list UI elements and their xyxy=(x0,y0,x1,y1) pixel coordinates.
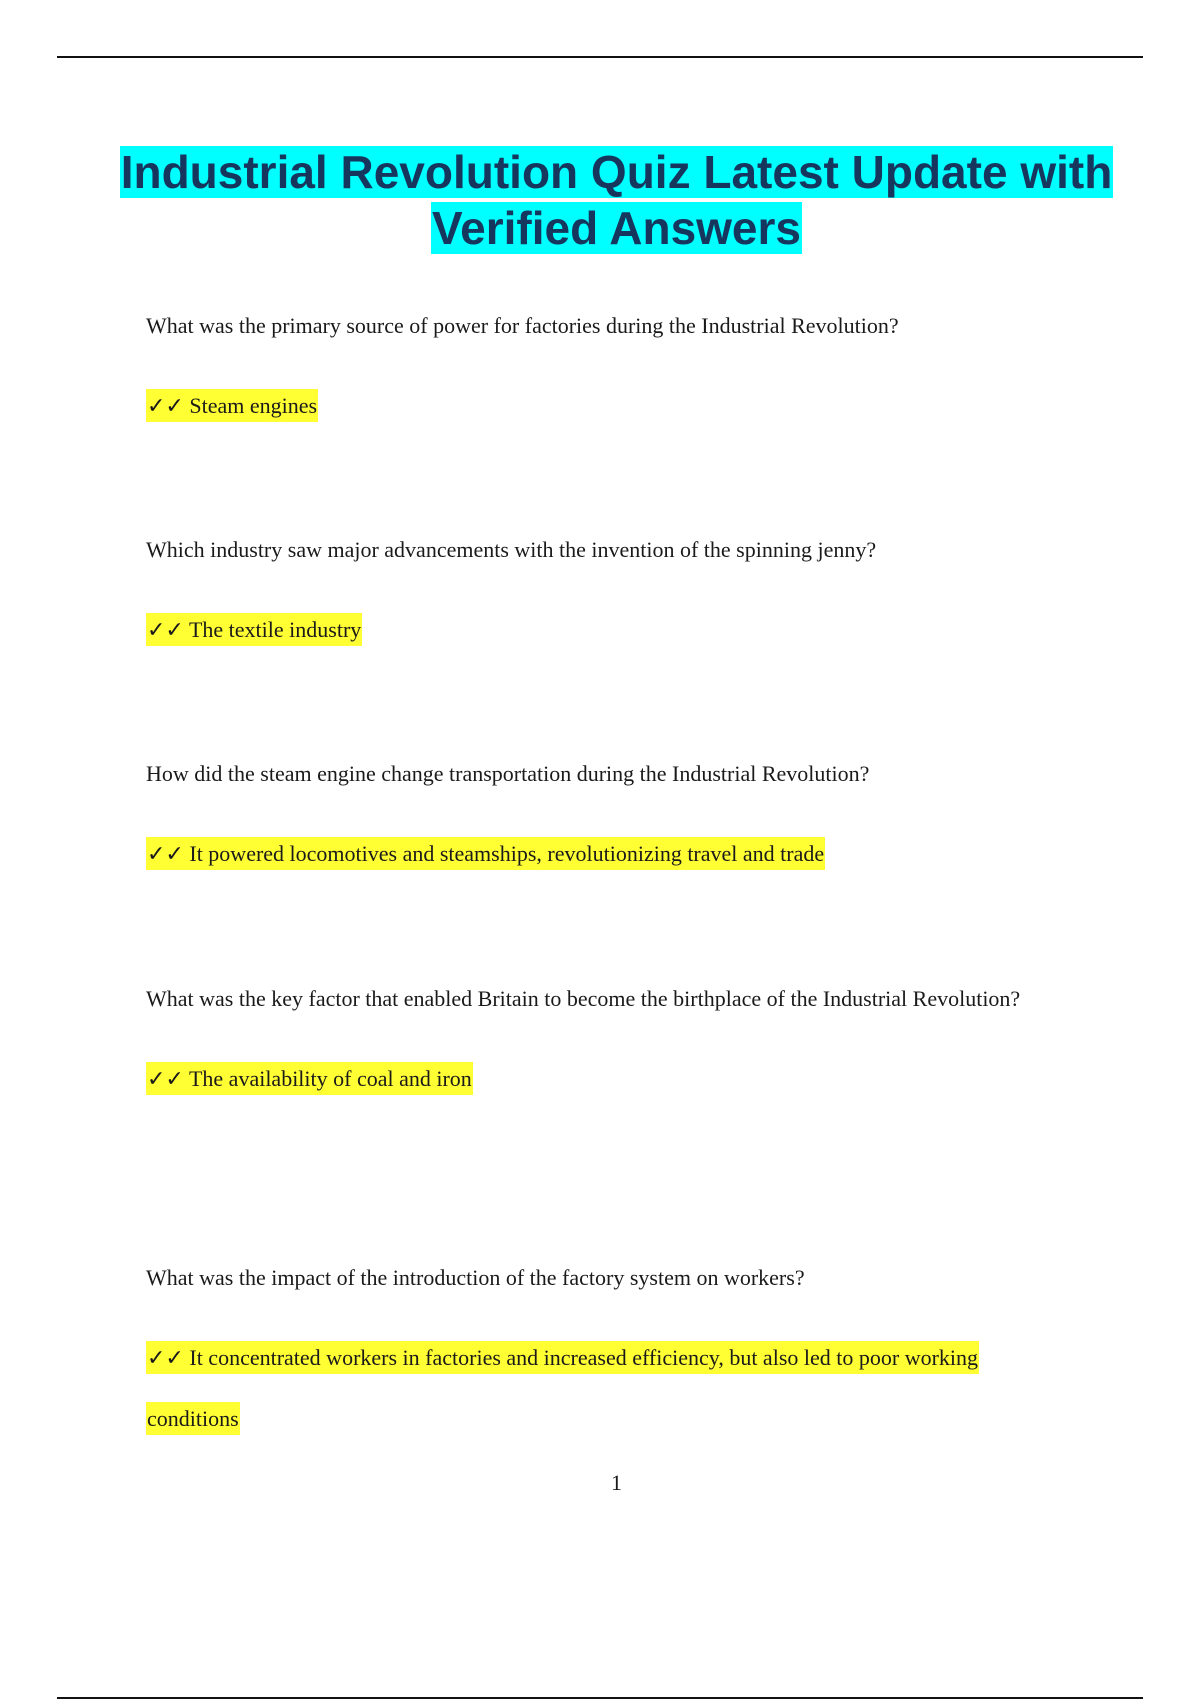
bottom-rule xyxy=(57,1697,1143,1699)
question-text: How did the steam engine change transportation during the Industrial Revolution? xyxy=(146,761,870,786)
qa-item-1 xyxy=(146,299,1076,436)
qa-item-2 xyxy=(146,523,1076,660)
answer-text xyxy=(146,599,1076,660)
answer-highlight: ✓✓ It concentrated workers in factories and increased efficiency, but also led to poor working conditions xyxy=(146,1341,979,1435)
answer-highlight: ✓✓ The availability of coal and iron xyxy=(146,1062,473,1095)
document-title xyxy=(100,144,1133,256)
answer-text xyxy=(146,375,1076,436)
qa-item-3 xyxy=(146,747,1076,884)
question-text: Which industry saw major advancements with the invention of the spinning jenny? xyxy=(146,537,877,562)
answer-highlight: ✓✓ The textile industry xyxy=(146,613,362,646)
question-text: What was the primary source of power for factories during the Industrial Revolution? xyxy=(146,313,899,338)
answer-highlight: ✓✓ It powered locomotives and steamships, revolutionizing travel and trade xyxy=(146,837,825,870)
qa-item-4 xyxy=(146,972,1076,1109)
answer-text xyxy=(146,1327,1076,1449)
answer-text xyxy=(146,823,1076,884)
page-number: 1 xyxy=(611,1470,622,1495)
answer-text xyxy=(146,1048,1076,1109)
qa-item-5 xyxy=(146,1251,1076,1449)
question-text: What was the key factor that enabled Britain to become the birthplace of the Industrial Revolution? xyxy=(146,986,1021,1011)
question-text: What was the impact of the introduction of the factory system on workers? xyxy=(146,1265,805,1290)
document-title-text: Industrial Revolution Quiz Latest Update with Verified Answers xyxy=(120,146,1113,254)
top-rule xyxy=(57,56,1143,58)
answer-highlight: ✓✓ Steam engines xyxy=(146,389,318,422)
